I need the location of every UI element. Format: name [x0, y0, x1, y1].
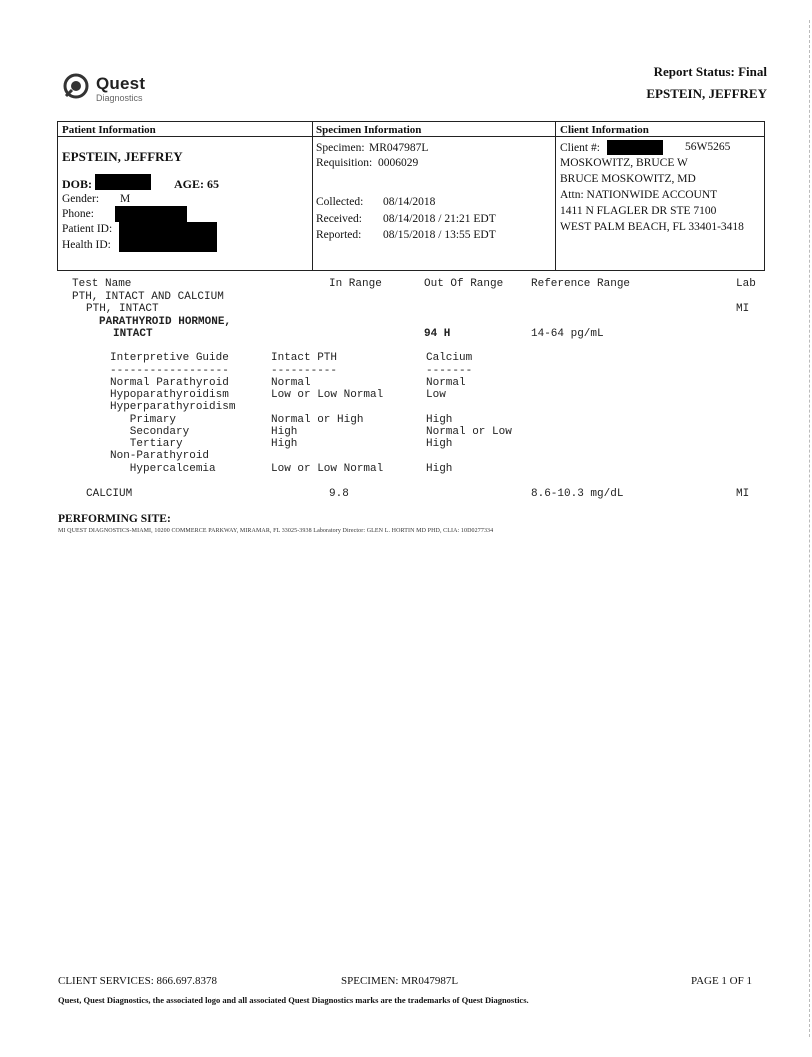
- patient-info-header: Patient Information: [62, 124, 156, 136]
- guide-row-c2: High: [271, 426, 298, 438]
- footer-client-services: CLIENT SERVICES: 866.697.8378: [58, 975, 218, 987]
- client-line-4: 1411 N FLAGLER DR STE 7100: [560, 205, 717, 217]
- footer-specimen: SPECIMEN: MR047987L: [341, 975, 459, 987]
- header-patient-name: EPSTEIN, JEFFREY: [646, 86, 767, 101]
- dob-label: DOB:: [62, 177, 92, 191]
- guide-row-c3: Normal or Low: [426, 426, 512, 438]
- calcium-lab: MI: [736, 488, 750, 500]
- patient-name: EPSTEIN, JEFFREY: [62, 149, 183, 164]
- guide-row-c1: Normal Parathyroid: [110, 377, 229, 389]
- panel-name: PTH, INTACT AND CALCIUM: [72, 291, 224, 303]
- guide-row-c3: High: [426, 463, 453, 475]
- col-out-of-range: Out Of Range: [424, 278, 504, 290]
- col-lab: Lab: [736, 278, 756, 290]
- requisition-label: Requisition:: [316, 157, 373, 169]
- page-edge-divider: [809, 20, 810, 1037]
- col-test-name: Test Name: [72, 278, 132, 290]
- guide-row-c1: Hypoparathyroidism: [110, 389, 229, 401]
- client-number: 56W5265: [685, 141, 731, 153]
- redacted-patient-id: [119, 222, 217, 237]
- client-line-2: BRUCE MOSKOWITZ, MD: [560, 173, 696, 185]
- guide-header-1: Interpretive Guide: [110, 352, 229, 364]
- guide-row-c1: Tertiary: [110, 438, 183, 450]
- client-line-3: Attn: NATIONWIDE ACCOUNT: [560, 189, 718, 201]
- guide-underline-2: ----------: [271, 365, 338, 377]
- specimen-value: MR047987L: [369, 142, 429, 154]
- redacted-health-id: [119, 237, 217, 252]
- reported-value: 08/15/2018 / 13:55 EDT: [383, 229, 496, 241]
- redacted-phone: [115, 206, 187, 222]
- health-id-label: Health ID:: [62, 239, 111, 251]
- guide-row-c3: High: [426, 438, 453, 450]
- guide-row-c2: Low or Low Normal: [271, 389, 384, 401]
- subpanel-name: PTH, INTACT: [86, 303, 159, 315]
- client-number-label: Client #:: [560, 142, 600, 154]
- performing-site-title: PERFORMING SITE:: [58, 513, 171, 525]
- pth-test-name-2: INTACT: [113, 328, 153, 340]
- calcium-reference-range: 8.6-10.3 mg/dL: [531, 488, 624, 500]
- guide-row-c3: Low: [426, 389, 446, 401]
- guide-row-c1: Non-Parathyroid: [110, 450, 210, 462]
- logo-wordmark: Quest: [96, 74, 146, 93]
- guide-row-c3: Normal: [426, 377, 466, 389]
- guide-row-c1: Hypercalcemia: [110, 463, 216, 475]
- received-value: 08/14/2018 / 21:21 EDT: [383, 213, 496, 225]
- client-line-1: MOSKOWITZ, BRUCE W: [560, 157, 688, 169]
- footer-trademark: Quest, Quest Diagnostics, the associated logo and all associated Quest Diagnostics marks are the trademarks of Quest Diagnostics.: [58, 995, 529, 1005]
- report-status: Report Status: Final: [653, 64, 767, 79]
- col-reference-range: Reference Range: [531, 278, 631, 290]
- redacted-dob: [95, 174, 151, 190]
- specimen-info-header: Specimen Information: [316, 124, 422, 136]
- guide-row-c1: Hyperparathyroidism: [110, 401, 236, 413]
- patient-id-label: Patient ID:: [62, 223, 113, 235]
- calcium-value: 9.8: [329, 488, 349, 500]
- collected-label: Collected:: [316, 196, 364, 208]
- footer-page: PAGE 1 OF 1: [690, 975, 752, 987]
- guide-header-3: Calcium: [426, 352, 473, 364]
- guide-underline-1: ------------------: [110, 365, 229, 377]
- logo-subtitle: Diagnostics: [96, 93, 143, 103]
- received-label: Received:: [316, 213, 362, 225]
- guide-header-2: Intact PTH: [271, 352, 338, 364]
- patient-age: AGE: 65: [174, 177, 219, 191]
- quest-logo-icon: [62, 72, 90, 100]
- reported-label: Reported:: [316, 229, 362, 241]
- info-box: [57, 121, 765, 271]
- requisition-value: 0006029: [378, 157, 419, 169]
- pth-reference-range: 14-64 pg/mL: [531, 328, 604, 340]
- guide-row-c2: Normal or High: [271, 414, 364, 426]
- pth-test-name-1: PARATHYROID HORMONE,: [99, 316, 232, 328]
- specimen-label: Specimen:: [316, 142, 365, 154]
- col-in-range: In Range: [329, 278, 382, 290]
- guide-row-c2: Low or Low Normal: [271, 463, 384, 475]
- gender-value: M: [120, 193, 131, 205]
- phone-label: Phone:: [62, 208, 94, 220]
- guide-underline-3: -------: [426, 365, 473, 377]
- guide-row-c2: Normal: [271, 377, 311, 389]
- calcium-test-name: CALCIUM: [86, 488, 133, 500]
- pth-value: 94 H: [424, 328, 451, 340]
- performing-site-line: MI QUEST DIAGNOSTICS-MIAMI, 10200 COMMERCE PARKWAY, MIRAMAR, FL 33025-3938 Laboratory Director: GLEN L. HORTIN MD PHD, CLIA: 10D0277334: [58, 528, 494, 534]
- client-line-5: WEST PALM BEACH, FL 33401-3418: [560, 221, 744, 233]
- guide-row-c2: High: [271, 438, 298, 450]
- subpanel-lab: MI: [736, 303, 750, 315]
- guide-row-c3: High: [426, 414, 453, 426]
- gender-label: Gender:: [62, 193, 100, 205]
- guide-row-c1: Secondary: [110, 426, 190, 438]
- redacted-client: [607, 140, 663, 155]
- guide-row-c1: Primary: [110, 414, 177, 426]
- client-info-header: Client Information: [560, 124, 649, 136]
- collected-value: 08/14/2018: [383, 196, 436, 208]
